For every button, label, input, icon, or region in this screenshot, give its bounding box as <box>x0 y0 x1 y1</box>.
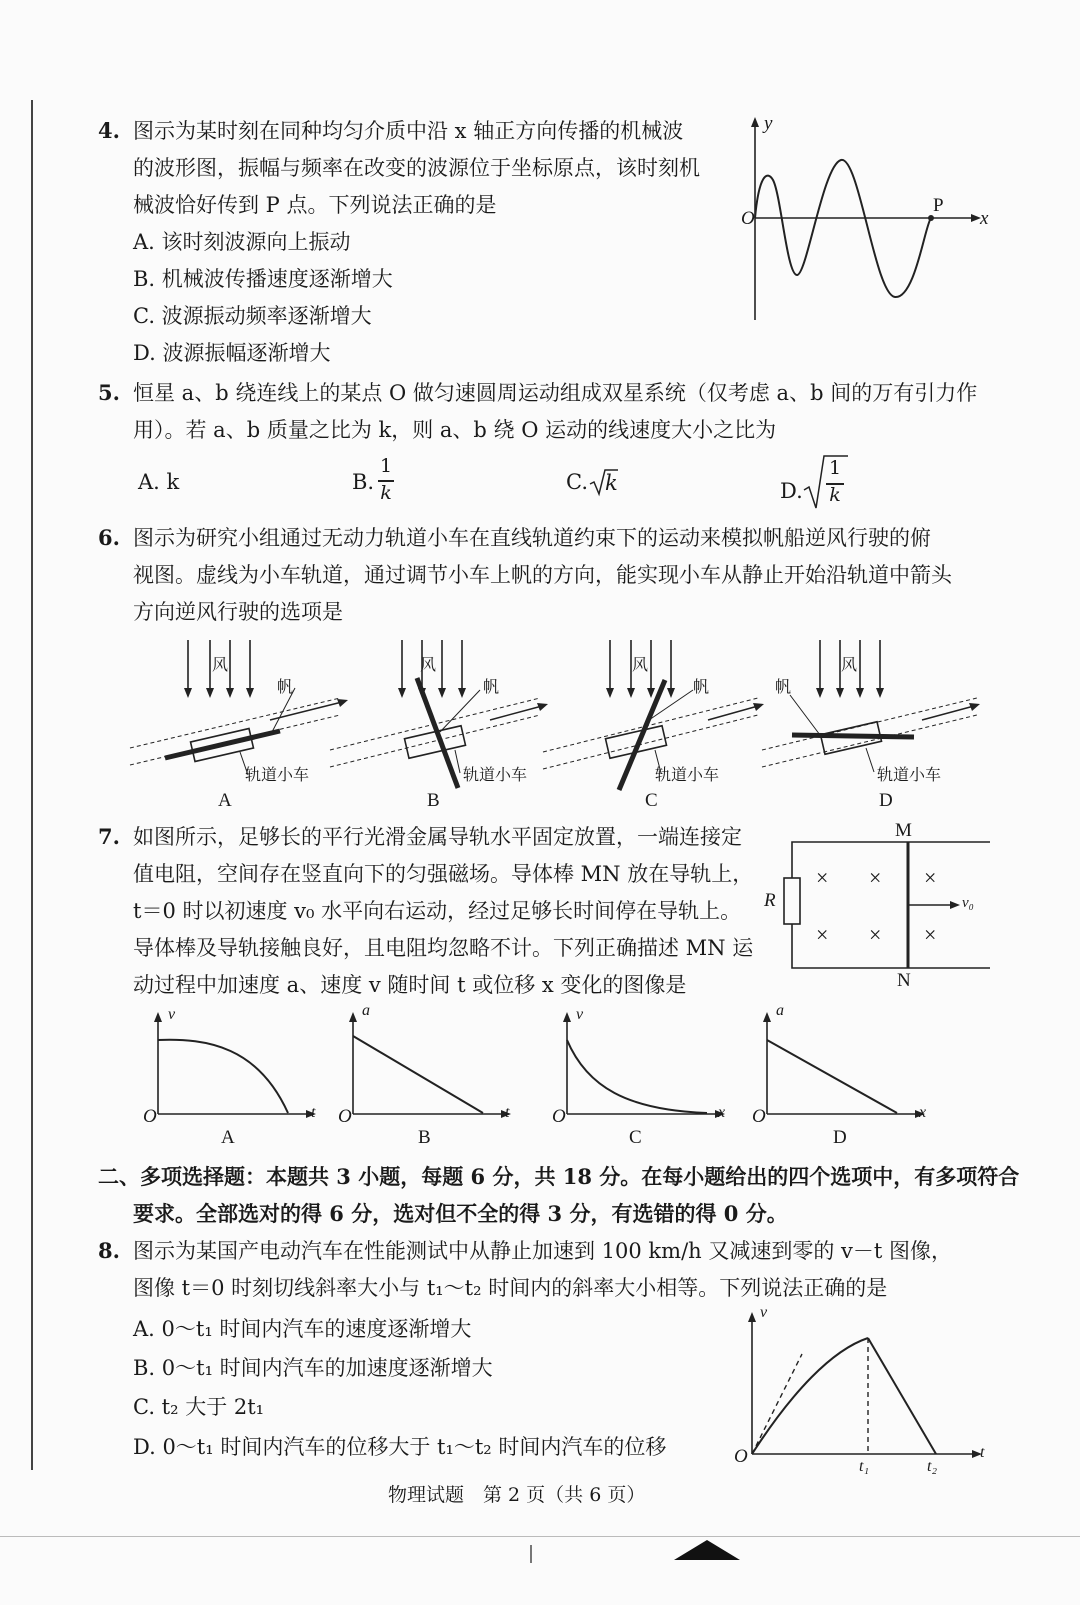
option-d[interactable]: D. 0～t₁ 时间内汽车的位移大于 t₁～t₂ 时间内汽车的位移 <box>133 1435 667 1459</box>
question-text-line: 的波形图，振幅与频率在改变的波源位于坐标原点，该时刻机 <box>133 156 700 180</box>
diagram-label-d: D <box>879 790 893 811</box>
sail-label: 帆 <box>277 679 294 696</box>
sail-label: 帆 <box>775 679 792 696</box>
fraction-numerator: 1 <box>379 455 393 477</box>
vt-graph <box>752 1312 992 1462</box>
magnetic-field-cross-icon: × <box>816 865 829 890</box>
option-a[interactable]: A. 该时刻波源向上振动 <box>133 230 351 254</box>
magnetic-field-cross-icon: × <box>924 922 937 947</box>
question-number: 4. <box>98 118 120 143</box>
graph-d <box>767 1012 937 1122</box>
origin-label: O <box>741 208 755 229</box>
section-heading-line: 要求。全部选对的得 6 分，选对但不全的得 3 分，有选错的得 0 分。 <box>133 1201 788 1226</box>
graph-c-origin: O <box>552 1106 566 1127</box>
question-text-line: t＝0 时以初速度 v₀ 水平向右运动，经过足够长时间停在导轨上。 <box>133 899 742 923</box>
resistor-label: R <box>764 890 776 911</box>
graph-a-origin: O <box>143 1106 157 1127</box>
point-p-label: P <box>933 195 944 216</box>
graph-b-label: B <box>418 1127 431 1148</box>
sail-diagram-d <box>762 640 987 785</box>
car-label: 轨道小车 <box>877 767 942 784</box>
wind-label: 风 <box>632 657 649 674</box>
graph-c <box>567 1012 737 1122</box>
question-number: 8. <box>98 1238 120 1263</box>
vt-graph-x-label: t <box>980 1444 985 1461</box>
axis-label-x: x <box>980 208 989 229</box>
question-text-line: 图示为某时刻在同种均匀介质中沿 x 轴正方向传播的机械波 <box>133 119 684 143</box>
fraction-numerator: 1 <box>828 457 842 479</box>
graph-a <box>158 1012 328 1122</box>
vt-graph-origin: O <box>734 1446 748 1467</box>
magnetic-field-cross-icon: × <box>869 865 882 890</box>
graph-c-y-label: v <box>576 1006 584 1023</box>
fraction-denominator: k <box>380 482 392 504</box>
vt-graph-y-label: v <box>760 1304 768 1321</box>
graph-b-origin: O <box>338 1106 352 1127</box>
question-text-line: 械波恰好传到 P 点。下列说法正确的是 <box>133 193 497 217</box>
option-d[interactable]: D. 波源振幅逐渐增大 <box>133 341 331 365</box>
section-heading-line: 二、多项选择题：本题共 3 小题，每题 6 分，共 18 分。在每小题给出的四个选项中，有多项符合 <box>98 1164 1020 1189</box>
question-text-line: 值电阻，空间存在竖直向下的匀强磁场。导体棒 MN 放在导轨上， <box>133 862 754 886</box>
radicand: k <box>605 471 618 495</box>
graph-a-y-label: v <box>168 1006 176 1023</box>
wind-label: 风 <box>212 657 229 674</box>
question-number: 5. <box>98 380 120 405</box>
t1-tick-label: t₁ <box>859 1458 870 1475</box>
bottom-triangle-icon <box>672 1538 742 1562</box>
sail-label: 帆 <box>693 679 710 696</box>
sail-label: 帆 <box>483 679 500 696</box>
question-number: 7. <box>98 824 120 849</box>
graph-d-x-label: x <box>919 1104 927 1121</box>
question-text-line: 导体棒及导轨接触良好，且电阻均忽略不计。下列正确描述 MN 运 <box>133 936 754 960</box>
graph-c-label: C <box>629 1127 642 1148</box>
wind-label: 风 <box>841 657 858 674</box>
diagram-label-a: A <box>218 790 232 811</box>
magnetic-field-cross-icon: × <box>869 922 882 947</box>
question-text-line: 如图所示，足够长的平行光滑金属导轨水平固定放置，一端连接定 <box>133 825 742 849</box>
car-label: 轨道小车 <box>463 767 528 784</box>
t2-tick-label: t₂ <box>927 1458 938 1475</box>
magnetic-field-cross-icon: × <box>924 865 937 890</box>
question-text-line: 图像 t＝0 时刻切线斜率大小与 t₁～t₂ 时间内的斜率大小相等。下列说法正确的是 <box>133 1276 888 1300</box>
option-prefix: B. <box>352 470 375 494</box>
velocity-label: v₀ <box>962 895 974 911</box>
graph-a-label: A <box>221 1127 235 1148</box>
sail-diagram-c <box>543 640 763 785</box>
magnetic-field-cross-icon: × <box>816 922 829 947</box>
wave-graph <box>735 115 995 325</box>
bottom-tick <box>530 1545 532 1563</box>
margin-line <box>31 100 33 1470</box>
graph-b-x-label: t <box>505 1104 510 1121</box>
bottom-divider <box>0 1536 1080 1537</box>
rod-end-m-label: M <box>895 820 912 841</box>
car-label: 轨道小车 <box>245 767 310 784</box>
page-footer: 物理试题 第 2 页（共 6 页） <box>388 1484 646 1506</box>
option-prefix: D. <box>780 479 803 503</box>
wind-label: 风 <box>420 657 437 674</box>
option-b[interactable]: B. 0～t₁ 时间内汽车的加速度逐渐增大 <box>133 1356 493 1380</box>
diagram-label-c: C <box>645 790 658 811</box>
graph-d-label: D <box>833 1127 847 1148</box>
graph-b-y-label: a <box>362 1002 370 1019</box>
fraction-denominator: k <box>829 484 841 506</box>
graph-a-x-label: t <box>311 1104 316 1121</box>
option-prefix: C. <box>566 470 588 494</box>
option-c[interactable]: C. 波源振动频率逐渐增大 <box>133 304 372 328</box>
graph-b <box>353 1012 523 1122</box>
graph-c-x-label: x <box>718 1104 726 1121</box>
option-a[interactable]: A. k <box>138 470 180 494</box>
sail-diagram-a <box>130 640 350 785</box>
question-text-line: 图示为某国产电动汽车在性能测试中从静止加速到 100 km/h 又减速到零的 v－t 图像， <box>133 1239 952 1263</box>
question-text-line: 恒星 a、b 绕连线上的某点 O 做匀速圆周运动组成双星系统（仅考虑 a、b 间的万有引力作 <box>133 381 978 405</box>
graph-d-origin: O <box>752 1106 766 1127</box>
option-a[interactable]: A. 0～t₁ 时间内汽车的速度逐渐增大 <box>133 1317 472 1341</box>
question-number: 6. <box>98 525 120 550</box>
rod-end-n-label: N <box>897 970 911 991</box>
option-b[interactable]: B. 机械波传播速度逐渐增大 <box>133 267 393 291</box>
graph-d-y-label: a <box>776 1002 784 1019</box>
question-text-line: 视图。虚线为小车轨道，通过调节小车上帆的方向，能实现小车从静止开始沿轨道中箭头 <box>133 563 952 587</box>
diagram-label-b: B <box>427 790 440 811</box>
question-text-line: 图示为研究小组通过无动力轨道小车在直线轨道约束下的运动来模拟帆船逆风行驶的俯 <box>133 526 931 550</box>
question-text-line: 方向逆风行驶的选项是 <box>133 600 343 624</box>
question-text-line: 动过程中加速度 a、速度 v 随时间 t 或位移 x 变化的图像是 <box>133 973 687 997</box>
car-label: 轨道小车 <box>655 767 720 784</box>
option-c[interactable]: C. t₂ 大于 2t₁ <box>133 1395 265 1419</box>
axis-label-y: y <box>764 113 773 134</box>
question-text-line: 用）。若 a、b 质量之比为 k，则 a、b 绕 O 运动的线速度大小之比为 <box>133 418 777 442</box>
